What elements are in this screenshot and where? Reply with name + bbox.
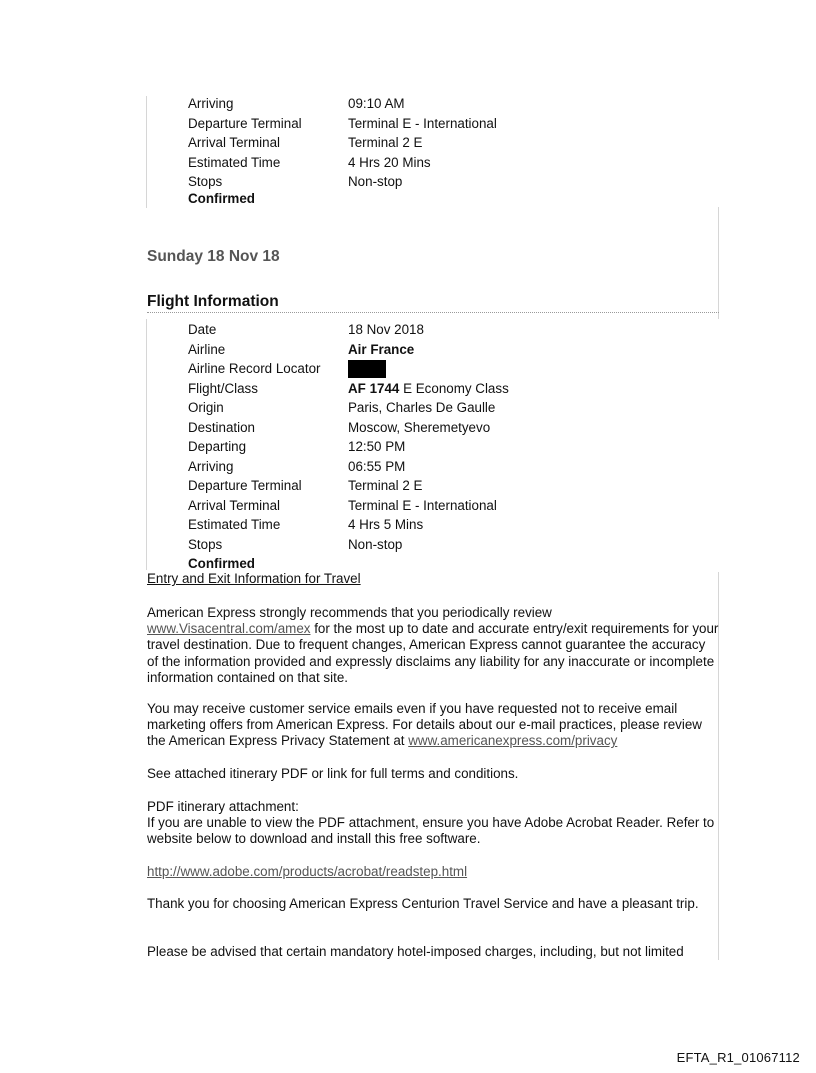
- detail-label: Departure Terminal: [188, 478, 302, 493]
- detail-label: Stops: [188, 174, 223, 189]
- detail-value: 09:10 AM: [348, 96, 405, 111]
- detail-label: Arrival Terminal: [188, 135, 281, 150]
- itinerary-frame-right-top: [718, 207, 719, 319]
- paragraph-text: for the most up to date and accurate entry/exit requirements for your travel destination. Due to frequent changes, American Express cannot guarantee the accuracy of the information provided and expressly disclaims any liability for any inaccurate or incomplete information contained on that site.: [147, 621, 719, 685]
- detail-value: Moscow, Sheremetyevo: [348, 419, 491, 435]
- detail-value: Terminal E - International: [348, 497, 497, 513]
- flight-class: E Economy Class: [403, 380, 509, 396]
- detail-label: Departure Terminal: [188, 115, 302, 131]
- detail-value: Terminal 2 E: [348, 135, 423, 150]
- detail-label: Arriving: [188, 458, 234, 474]
- detail-label: Stops: [188, 536, 223, 552]
- section-divider: [147, 312, 719, 313]
- thank-you-paragraph: Thank you for choosing American Express Centurion Travel Service and have a pleasant trip.: [147, 896, 699, 911]
- document-id: EFTA_R1_01067112: [676, 1050, 800, 1065]
- record-locator-label: Airline Record Locator: [188, 361, 321, 376]
- detail-value: Terminal E - International: [348, 115, 497, 131]
- detail-label: Estimated Time: [188, 154, 281, 170]
- detail-value: 12:50 PM: [348, 439, 406, 454]
- leg1-status: Confirmed: [188, 191, 255, 206]
- detail-label: Arriving: [188, 96, 234, 111]
- leg2-status: Confirmed: [188, 556, 255, 571]
- section-heading: Flight Information: [147, 293, 279, 310]
- detail-value: 4 Hrs 20 Mins: [348, 154, 431, 170]
- adobe-link-line: [147, 864, 719, 880]
- detail-value: 4 Hrs 5 Mins: [348, 517, 424, 532]
- detail-label: Destination: [188, 419, 255, 435]
- entry-exit-info-link[interactable]: Entry and Exit Information for Travel: [147, 571, 361, 586]
- privacy-paragraph: [147, 701, 719, 750]
- day-heading: Sunday 18 Nov 18: [147, 248, 280, 265]
- visa-central-paragraph: [147, 605, 719, 686]
- detail-value: Non-stop: [348, 536, 403, 552]
- pdf-attachment-heading: PDF itinerary attachment:: [147, 799, 299, 814]
- flight-number: AF 1744: [348, 380, 400, 396]
- pdf-attachment-paragraph: If you are unable to view the PDF attachment, ensure you have Adobe Acrobat Reader. Refer to website below to download and install this free software.: [147, 815, 715, 847]
- date-value: 18 Nov 2018: [348, 322, 424, 337]
- detail-value: Non-stop: [348, 174, 403, 189]
- detail-label: Origin: [188, 400, 224, 415]
- date-label: Date: [188, 322, 217, 337]
- flight-class-label: Flight/Class: [188, 380, 258, 396]
- terms-paragraph: See attached itinerary PDF or link for full terms and conditions.: [147, 766, 519, 781]
- detail-value: 06:55 PM: [348, 458, 406, 474]
- detail-label: Departing: [188, 439, 247, 454]
- detail-label: Arrival Terminal: [188, 497, 281, 513]
- redaction-box: [348, 360, 386, 378]
- detail-label: Estimated Time: [188, 517, 281, 532]
- paragraph-text: American Express strongly recommends that you periodically review: [147, 605, 552, 620]
- hotel-charges-paragraph: Please be advised that certain mandatory hotel-imposed charges, including, but not limited: [147, 944, 684, 959]
- visacentral-link[interactable]: www.Visacentral.com/amex: [147, 621, 311, 637]
- airline-label: Airline: [188, 341, 226, 357]
- paragraph-text: You may receive customer service emails even if you have requested not to receive email marketing offers from American Express. For details about our e-mail practices, please review the American Express Privacy Statement at: [147, 701, 702, 749]
- adobe-reader-link[interactable]: http://www.adobe.com/products/acrobat/readstep.html: [147, 864, 468, 879]
- privacy-statement-link[interactable]: www.americanexpress.com/privacy: [408, 733, 618, 749]
- airline-value: Air France: [348, 341, 415, 357]
- detail-value: Terminal 2 E: [348, 478, 423, 493]
- detail-value: Paris, Charles De Gaulle: [348, 400, 496, 415]
